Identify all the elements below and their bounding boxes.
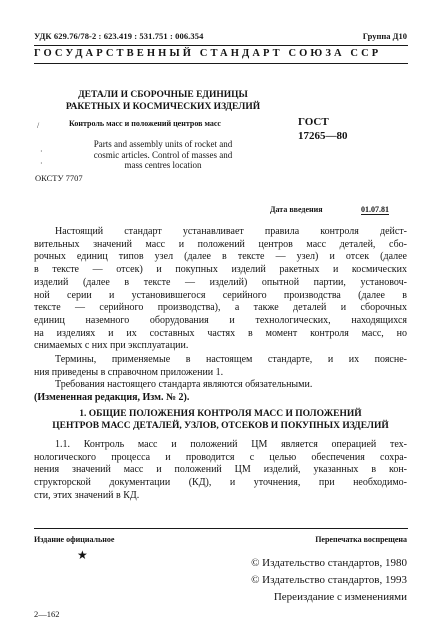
header-rule-top bbox=[34, 45, 408, 46]
text-line: ной серии и установившегося серийного производства (далее в bbox=[34, 289, 407, 301]
margin-mark: · bbox=[40, 159, 43, 168]
section-title-line-1: 1. ОБЩИЕ ПОЛОЖЕНИЯ КОНТРОЛЯ МАСС И ПОЛОЖЕНИЙ bbox=[79, 409, 362, 419]
udk-code: УДК 629.76/78-2 : 623.419 : 531.751 : 006.354 bbox=[34, 31, 204, 41]
copyright-1980: © Издательство стандартов, 1980 bbox=[251, 557, 407, 569]
effective-date-value: 01.07.81 bbox=[361, 205, 389, 214]
footer-rule bbox=[34, 528, 408, 529]
official-edition-label: Издание официальное bbox=[34, 535, 115, 544]
document-title-ru bbox=[58, 90, 268, 113]
title-ru-line-2: РАКЕТНЫХ И КОСМИЧЕСКИХ ИЗДЕЛИЙ bbox=[65, 101, 261, 112]
agency-title: ГОСУДАРСТВЕННЫЙ СТАНДАРТ СОЮЗА ССР bbox=[34, 48, 382, 59]
text-line: изделий (далее в тексте — изделий) опытной партии, установоч- bbox=[34, 276, 407, 288]
gost-designation bbox=[298, 115, 348, 143]
clause-1-1 bbox=[34, 439, 407, 503]
document-subtitle-ru: Контроль масс и положений центров масс bbox=[69, 119, 221, 128]
section-title-line-2: ЦЕНТРОВ МАСС ДЕТАЛЕЙ, УЗЛОВ, ОТСЕКОВ И ПОКУПНЫХ ИЗДЕЛИЙ bbox=[52, 421, 389, 431]
effective-date-label: Дата введения bbox=[270, 205, 323, 214]
text-line: на изделиях и их составных частях в момент контроля масс, но bbox=[34, 327, 407, 339]
intro-paragraph bbox=[34, 226, 407, 353]
terms-paragraph bbox=[34, 354, 407, 405]
gost-number: 17265—80 bbox=[298, 130, 348, 142]
text-line: сти, этих значений в КД. bbox=[34, 489, 140, 501]
title-en-line-3: mass centres location bbox=[124, 160, 202, 170]
text-line: тексте — серийного производства), а также деталей и сборочных bbox=[34, 302, 407, 314]
copyright-1993: © Издательство стандартов, 1993 bbox=[251, 574, 407, 586]
title-en-line-2: cosmic articles. Control of masses and bbox=[93, 149, 233, 160]
star-icon: ★ bbox=[77, 548, 88, 562]
text-line: вительных значений масс и положений центров масс деталей, сбо- bbox=[34, 238, 407, 250]
page-code: 2—162 bbox=[34, 609, 60, 619]
gost-label: ГОСТ bbox=[298, 116, 329, 128]
mandatory-note: Требования настоящего стандарта являются обязательными. bbox=[55, 379, 313, 391]
header-rule-bottom bbox=[34, 63, 408, 64]
margin-mark: · bbox=[40, 147, 43, 156]
document-title-en bbox=[58, 139, 268, 171]
group-code: Группа Д10 bbox=[362, 31, 407, 41]
title-en-line-1: Parts and assembly units of rocket and bbox=[93, 139, 233, 149]
text-line: в тексте — отсек) и покупных изделий ракетных и космических bbox=[34, 264, 407, 276]
revision-note: (Измененная редакция, Изм. № 2). bbox=[34, 392, 190, 404]
text-line: единиц наземного оборудования и технологических, находящихся bbox=[34, 314, 407, 326]
title-ru-line-1: ДЕТАЛИ И СБОРОЧНЫЕ ЕДИНИЦЫ bbox=[78, 90, 248, 100]
reissue-note: Переиздание с изменениями bbox=[273, 591, 407, 603]
text-line: 1.1. Контроль масс и положений ЦМ является операцией тех- bbox=[55, 439, 407, 450]
text-line: Термины, применяемые в настоящем стандарте, и их поясне- bbox=[55, 354, 407, 365]
text-line: структорской документации (КД), и уточнения, при необходимо- bbox=[34, 477, 407, 489]
section-1-title bbox=[34, 408, 407, 432]
reprint-prohibited-label: Перепечатка воспрещена bbox=[315, 535, 407, 544]
text-line: нологического процесса и проводится с целью обеспечения сохра- bbox=[34, 451, 407, 463]
text-line: снимаемых с них при эксплуатации. bbox=[34, 340, 189, 352]
text-line: ния приведены в справочном приложении 1. bbox=[34, 366, 224, 378]
okstu-code: ОКСТУ 7707 bbox=[35, 173, 83, 183]
text-line: Настоящий стандарт устанавливает правила контроля дейст- bbox=[55, 226, 407, 237]
margin-mark: / bbox=[37, 121, 40, 130]
text-line: рочных единиц типов узел (далее в тексте — узел) и отсек (далее bbox=[34, 251, 407, 263]
text-line: нения значений масс и положений ЦМ изделий, указанных в кон- bbox=[34, 464, 407, 476]
